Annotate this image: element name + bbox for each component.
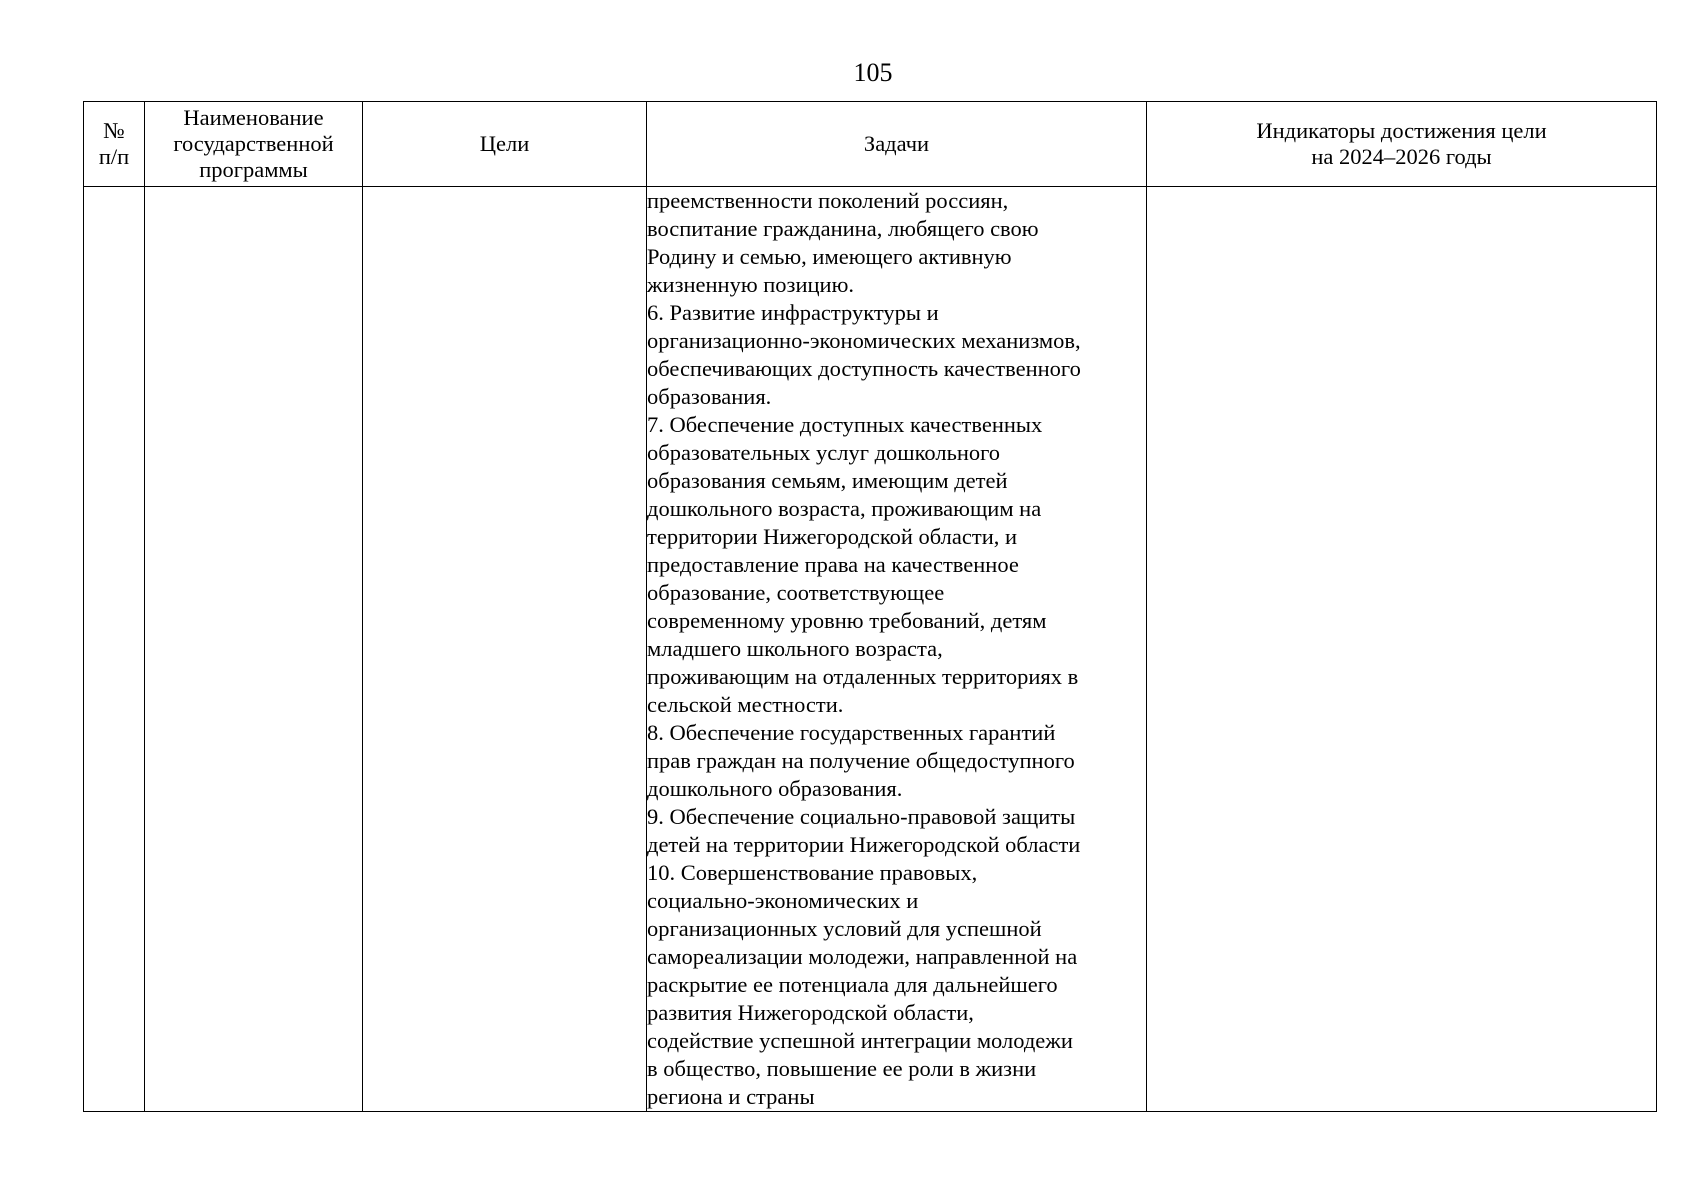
header-program-line: государственной [173, 131, 334, 156]
task-line: 9. Обеспечение социально-правовой защиты [647, 804, 1076, 829]
task-line: организационно-экономических механизмов, [647, 328, 1081, 353]
task-line: дошкольного образования. [647, 776, 903, 801]
task-line: 8. Обеспечение государственных гарантий [647, 720, 1056, 745]
header-tasks-line: Задачи [863, 131, 930, 156]
cell-tasks [647, 187, 1147, 1112]
header-goals-line: Цели [479, 131, 530, 156]
task-line: образования. [647, 384, 772, 409]
header-program-name [145, 102, 363, 187]
task-line: сельской местности. [647, 692, 844, 717]
task-line: детей на территории Нижегородской области [647, 832, 1081, 857]
header-program-line: программы [199, 157, 308, 182]
task-line: обеспечивающих доступность качественного [647, 356, 1081, 381]
task-line: территории Нижегородской области, и [647, 524, 1018, 549]
programs-table [83, 101, 1657, 1112]
table-header-row [84, 102, 1657, 187]
task-line: раскрытие ее потенциала для дальнейшего [647, 972, 1058, 997]
task-line: младшего школьного возраста, [647, 636, 943, 661]
cell-indicators [1147, 187, 1657, 1112]
task-line: образование, соответствующее [647, 580, 945, 605]
task-line: образования семьям, имеющим детей [647, 468, 1008, 493]
task-line: современному уровню требований, детям [647, 608, 1047, 633]
task-line: 10. Совершенствование правовых, [647, 860, 978, 885]
task-line: преемственности поколений россиян, [647, 188, 1009, 213]
cell-goals [363, 187, 647, 1112]
task-line: социально-экономических и [647, 888, 919, 913]
header-number-line: № [103, 118, 125, 143]
header-indicators [1147, 102, 1657, 187]
task-line: региона и страны [647, 1084, 815, 1109]
task-line: в общество, повышение ее роли в жизни [647, 1056, 1037, 1081]
task-line: прав граждан на получение общедоступного [647, 748, 1075, 773]
task-line: самореализации молодежи, направленной на [647, 944, 1078, 969]
task-line: организационных условий для успешной [647, 916, 1042, 941]
header-indicators-line: Индикаторы достижения цели [1256, 118, 1547, 143]
task-line: жизненную позицию. [647, 272, 855, 297]
task-line: проживающим на отдаленных территориях в [647, 664, 1079, 689]
task-line: воспитание гражданина, любящего свою [647, 216, 1039, 241]
task-line: Родину и семью, имеющего активную [647, 244, 1012, 269]
cell-number [84, 187, 145, 1112]
header-goals [363, 102, 647, 187]
cell-program-name [145, 187, 363, 1112]
task-line: 6. Развитие инфраструктуры и [647, 300, 939, 325]
task-line: развития Нижегородской области, [647, 1000, 974, 1025]
header-indicators-line: на 2024–2026 годы [1311, 144, 1492, 169]
header-number-line: п/п [98, 144, 130, 169]
header-program-line: Наименование [183, 105, 324, 130]
table-row [84, 187, 1657, 1112]
header-number [84, 102, 145, 187]
task-line: содействие успешной интеграции молодежи [647, 1028, 1073, 1053]
task-line: 7. Обеспечение доступных качественных [647, 412, 1043, 437]
page-number: 105 [853, 58, 893, 87]
header-tasks [647, 102, 1147, 187]
task-line: образовательных услуг дошкольного [647, 440, 1001, 465]
task-line: предоставление права на качественное [647, 552, 1019, 577]
task-line: дошкольного возраста, проживающим на [647, 496, 1042, 521]
